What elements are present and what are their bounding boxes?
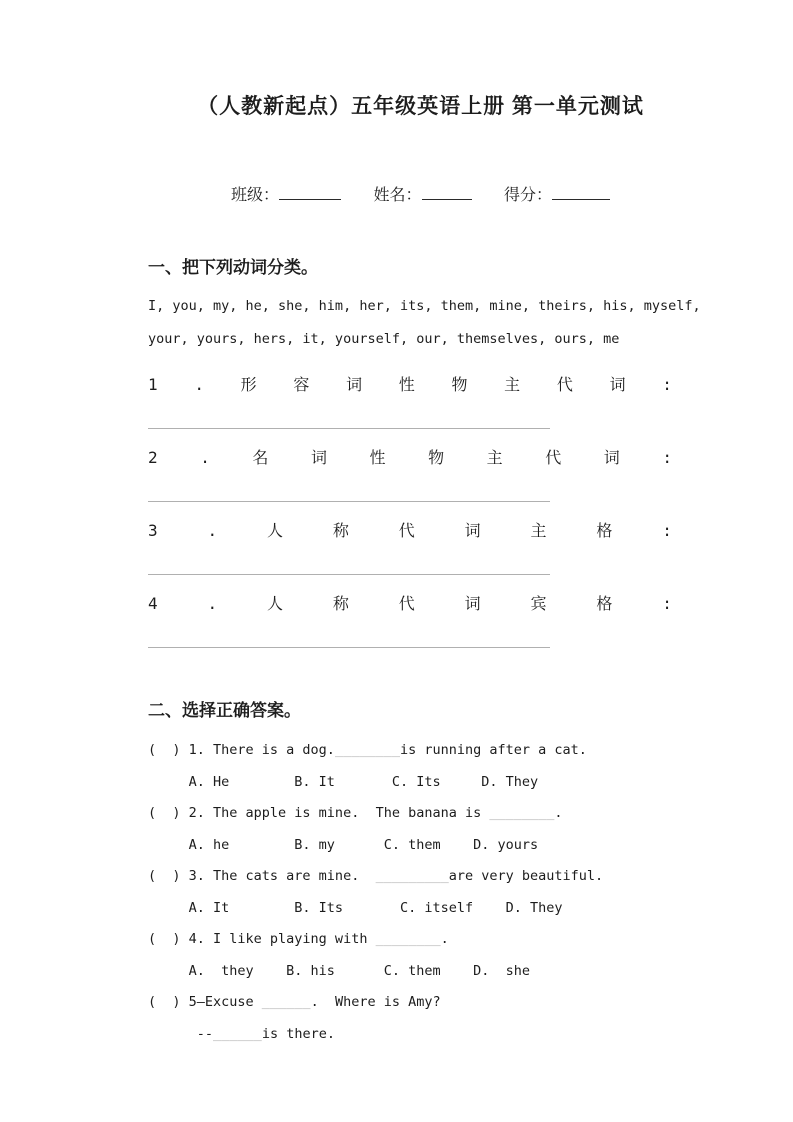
name-blank (422, 185, 472, 200)
classify-item-text (148, 445, 672, 468)
question-line (148, 987, 693, 1019)
question (148, 861, 693, 924)
classify-token: 代 (556, 375, 573, 394)
score-field (504, 187, 610, 204)
answer-blank: ________ (375, 931, 441, 947)
page-title: （人教新起点）五年级英语上册 第一单元测试 (197, 95, 644, 118)
classify-item (148, 591, 693, 648)
classify-token: 4 (148, 594, 158, 613)
classify-token: 词 (346, 375, 363, 394)
answer-blank: ________ (334, 742, 400, 758)
classify-answer-line (148, 574, 550, 575)
question-text: A. he B. my C. them D. yours (148, 836, 539, 853)
classify-token: 主 (504, 375, 521, 394)
classify-token: 人 (267, 521, 284, 540)
word-list-line-2: your, yours, hers, it, yourself, our, themselves, ours, me (148, 331, 620, 347)
classify-token: 性 (398, 375, 415, 394)
answer-blank: ________ (489, 805, 555, 821)
classify-token: 格 (596, 594, 613, 613)
score-blank (552, 185, 610, 200)
classify-token: : (662, 375, 672, 394)
classify-token: 名 (252, 448, 269, 467)
question-text: . (440, 931, 449, 947)
classify-token: 代 (398, 521, 415, 540)
question-line (148, 861, 693, 893)
classify-token: 代 (398, 594, 415, 613)
class-label: 班级： (231, 187, 280, 204)
classify-token: 称 (332, 594, 349, 613)
answer-blank: ______ (261, 994, 311, 1010)
classify-token: 2 (148, 448, 158, 467)
question (148, 735, 693, 798)
classify-token: 人 (267, 594, 284, 613)
question-text: is running after a cat. (399, 742, 587, 758)
classify-answer-line (148, 647, 550, 648)
question-text: . (554, 805, 563, 821)
classify-token: : (662, 594, 672, 613)
question-line (148, 893, 693, 925)
question-text: . Where is Amy? (310, 994, 441, 1010)
question-line (148, 767, 693, 799)
question (148, 798, 693, 861)
classify-answer-line (148, 501, 550, 502)
classify-items (148, 372, 693, 648)
question-text: A. He B. It C. Its D. They (148, 773, 539, 790)
classify-token: 代 (545, 448, 562, 467)
classify-token: 物 (428, 448, 445, 467)
answer-blank: ______ (213, 1025, 262, 1042)
classify-token: : (662, 521, 672, 540)
question-line (148, 830, 693, 862)
question-list (148, 735, 693, 1050)
classify-token: 宾 (530, 594, 547, 613)
name-label: 姓名： (373, 187, 422, 204)
classify-token: . (200, 448, 210, 467)
question-text: -- (148, 1025, 214, 1042)
question-line (148, 1019, 693, 1051)
question-text: is there. (261, 1025, 335, 1042)
question-text: ( ) 3. The cats are mine. (148, 868, 376, 884)
section-one-heading: 一、把下列动词分类。 (148, 258, 318, 277)
question-text: are very beautiful. (448, 868, 604, 884)
student-info-line (148, 182, 693, 205)
section-two-heading: 二、选择正确答案。 (148, 701, 301, 720)
classify-token: 主 (530, 521, 547, 540)
classify-item-text (148, 372, 672, 395)
question-line (148, 798, 693, 830)
classify-token: 主 (486, 448, 503, 467)
class-blank (279, 185, 341, 200)
question-text: A. they B. his C. them D. she (148, 962, 531, 979)
classify-item (148, 372, 693, 429)
classify-token: 格 (596, 521, 613, 540)
question (148, 987, 693, 1050)
class-field (231, 187, 341, 204)
word-list-line-1: I, you, my, he, she, him, her, its, them, mine, theirs, his, myself, (148, 298, 701, 314)
question-line (148, 956, 693, 988)
score-label: 得分： (503, 187, 552, 204)
answer-blank: _________ (375, 868, 449, 884)
classify-token: . (207, 521, 218, 540)
classify-item (148, 518, 693, 575)
classify-token: 词 (464, 594, 481, 613)
classify-token: 物 (451, 375, 468, 394)
question-text: A. It B. Its C. itself D. They (148, 899, 563, 916)
question-text: ( ) 4. I like playing with (148, 931, 376, 947)
classify-token: 容 (293, 375, 310, 394)
classify-token: 词 (310, 448, 327, 467)
question-text: ( ) 1. There is a dog. (148, 742, 335, 758)
classify-token: 1 (148, 375, 158, 394)
question-text: ( ) 5—Excuse (148, 994, 262, 1010)
question-line (148, 924, 693, 956)
question (148, 924, 693, 987)
classify-token: . (194, 375, 204, 394)
classify-token: . (207, 594, 218, 613)
question-line (148, 735, 693, 767)
classify-token: 词 (464, 521, 481, 540)
classify-token: 性 (369, 448, 386, 467)
classify-answer-line (148, 428, 550, 429)
name-field (373, 187, 471, 204)
question-text: ( ) 2. The apple is mine. The banana is (148, 805, 490, 821)
classify-token: 词 (609, 375, 626, 394)
classify-item-text (148, 591, 672, 614)
classify-token: 形 (240, 375, 257, 394)
classify-item (148, 445, 693, 502)
classify-token: 词 (603, 448, 620, 467)
classify-item-text (148, 518, 672, 541)
classify-token: 称 (332, 521, 349, 540)
classify-token: 3 (148, 521, 158, 540)
classify-token: : (662, 448, 672, 467)
